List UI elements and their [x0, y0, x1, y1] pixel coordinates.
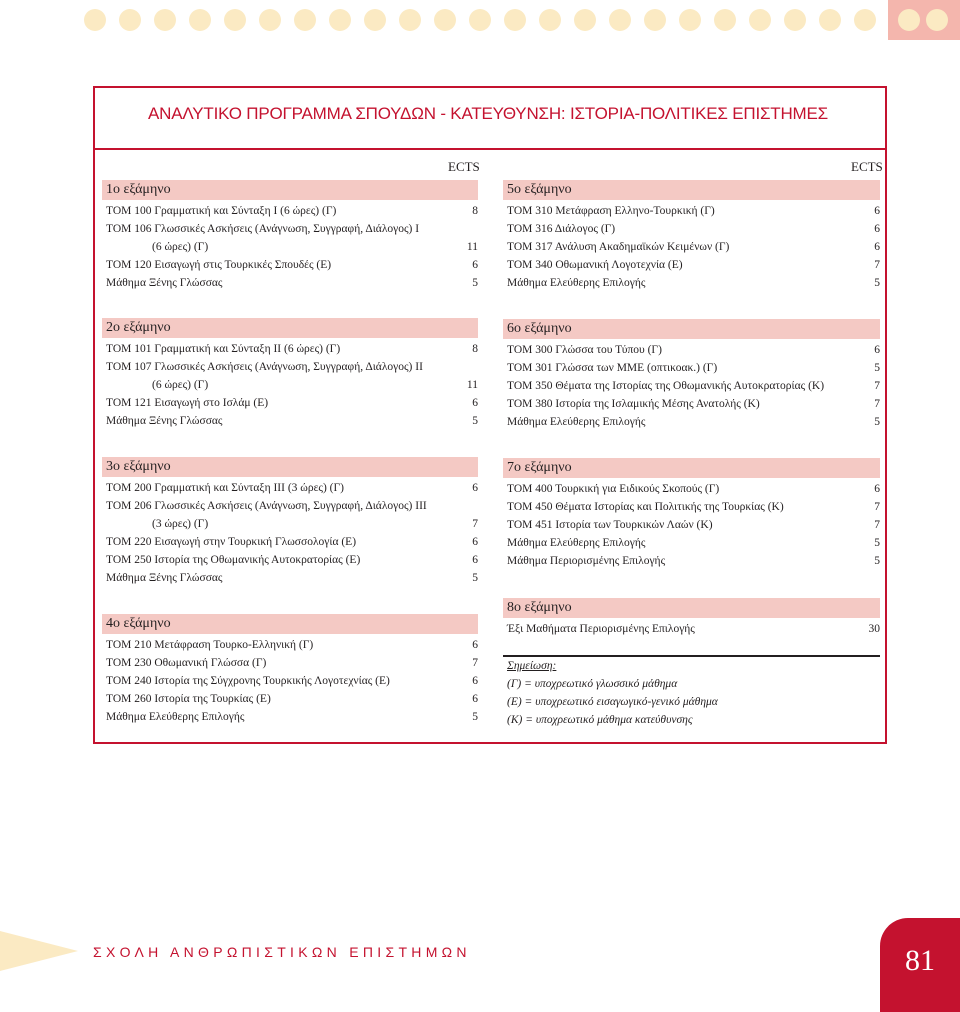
- course-ects: 7: [472, 657, 478, 669]
- semester-4: [102, 614, 478, 726]
- semester-2: [102, 318, 478, 430]
- course-ects: 6: [472, 675, 478, 687]
- course-row: [503, 256, 880, 274]
- course-name: ΤΟΜ 340 Οθωμανική Λογοτεχνία (Ε): [507, 259, 683, 271]
- course-row: [102, 202, 478, 220]
- dot-icon: [189, 9, 211, 31]
- dot-icon: [294, 9, 316, 31]
- course-row: [102, 636, 478, 654]
- semester-heading: 4ο εξάμηνο: [102, 614, 478, 634]
- course-row: [503, 274, 880, 292]
- dot-icon: [259, 9, 281, 31]
- course-ects: 5: [874, 416, 880, 428]
- course-row: [503, 220, 880, 238]
- course-name: ΤΟΜ 200 Γραμματική και Σύνταξη ΙΙΙ (3 ώρες) (Γ): [106, 482, 344, 494]
- course-row: [503, 377, 880, 395]
- course-row: [102, 376, 478, 394]
- course-ects: 11: [466, 379, 478, 391]
- course-ects: 6: [874, 205, 880, 217]
- dot-icon: [644, 9, 666, 31]
- dot-icon: [84, 9, 106, 31]
- dot-icon: [539, 9, 561, 31]
- course-ects: 7: [874, 501, 880, 513]
- course-name: ΤΟΜ 120 Εισαγωγή στις Τουρκικές Σπουδές (Ε): [106, 259, 332, 271]
- course-row: [503, 395, 880, 413]
- course-name: ΤΟΜ 310 Μετάφραση Ελληνο-Τουρκική (Γ): [507, 205, 715, 217]
- note-line: (Ε) = υποχρεωτικό εισαγωγικό-γενικό μάθημα: [507, 696, 718, 708]
- dot-icon: [609, 9, 631, 31]
- course-row: [503, 238, 880, 256]
- course-ects: 8: [472, 343, 478, 355]
- course-row: [503, 516, 880, 534]
- course-name: ΤΟΜ 206 Γλωσσικές Ασκήσεις (Ανάγνωση, Συγγραφή, Διάλογος) ΙΙΙ: [106, 500, 427, 512]
- dot-icon: [329, 9, 351, 31]
- course-row: [102, 238, 478, 256]
- course-name: (3 ώρες) (Γ): [152, 518, 209, 530]
- course-name: Έξι Μαθήματα Περιορισμένης Επιλογής: [507, 623, 695, 635]
- course-name: ΤΟΜ 107 Γλωσσικές Ασκήσεις (Ανάγνωση, Συγγραφή, Διάλογος) ΙΙ: [106, 361, 423, 373]
- decorative-dots: [84, 9, 874, 35]
- course-row: [102, 515, 478, 533]
- dot-icon: [898, 9, 920, 31]
- course-name: ΤΟΜ 240 Ιστορία της Σύγχρονης Τουρκικής Λογοτεχνίας (Ε): [106, 675, 390, 687]
- semester-heading: 1ο εξάμηνο: [102, 180, 478, 200]
- course-name: Μάθημα Ελεύθερης Επιλογής: [507, 416, 646, 428]
- course-ects: 6: [472, 397, 478, 409]
- course-ects: 5: [472, 415, 478, 427]
- page-number: 81: [905, 944, 935, 977]
- course-ects: 8: [472, 205, 478, 217]
- course-row: [102, 569, 478, 587]
- course-row: [102, 479, 478, 497]
- course-ects: 7: [874, 398, 880, 410]
- dot-icon: [574, 9, 596, 31]
- course-row: [503, 202, 880, 220]
- course-name: ΤΟΜ 317 Ανάλυση Ακαδημαϊκών Κειμένων (Γ): [507, 241, 730, 253]
- notes-heading: Σημείωση:: [507, 660, 557, 672]
- semester-6: [503, 319, 880, 431]
- course-ects: 6: [874, 223, 880, 235]
- course-name: ΤΟΜ 451 Ιστορία των Τουρκικών Λαών (Κ): [507, 519, 713, 531]
- course-name: Μάθημα Περιορισμένης Επιλογής: [507, 555, 666, 567]
- course-row: [102, 690, 478, 708]
- dot-icon: [224, 9, 246, 31]
- course-row: [102, 654, 478, 672]
- course-row: [102, 340, 478, 358]
- dot-icon: [154, 9, 176, 31]
- course-row: [102, 358, 478, 376]
- course-ects: [458, 358, 478, 376]
- course-name: Μάθημα Ξένης Γλώσσας: [106, 415, 223, 427]
- course-name: (6 ώρες) (Γ): [152, 241, 209, 253]
- course-ects: 7: [874, 519, 880, 531]
- course-ects: 6: [472, 554, 478, 566]
- course-name: ΤΟΜ 101 Γραμματική και Σύνταξη ΙΙ (6 ώρες) (Γ): [106, 343, 341, 355]
- title-divider: [93, 148, 887, 150]
- course-ects: 6: [472, 259, 478, 271]
- course-name: ΤΟΜ 316 Διάλογος (Γ): [507, 223, 616, 235]
- course-row: [503, 534, 880, 552]
- course-row: [503, 341, 880, 359]
- course-name: ΤΟΜ 220 Εισαγωγή στην Τουρκική Γλωσσολογία (Ε): [106, 536, 357, 548]
- course-row: [503, 413, 880, 431]
- ects-header-right: ECTS: [851, 159, 883, 174]
- dot-icon: [854, 9, 876, 31]
- semester-heading: 5ο εξάμηνο: [503, 180, 880, 200]
- course-name: ΤΟΜ 121 Εισαγωγή στο Ισλάμ (Ε): [106, 397, 269, 409]
- course-ects: 6: [472, 693, 478, 705]
- course-name: ΤΟΜ 450 Θέματα Ιστορίας και Πολιτικής της Τουρκίας (Κ): [507, 501, 784, 513]
- course-name: ΤΟΜ 230 Οθωμανική Γλώσσα (Γ): [106, 657, 267, 669]
- course-name: ΤΟΜ 350 Θέματα της Ιστορίας της Οθωμανικής Αυτοκρατορίας (Κ): [507, 380, 825, 392]
- course-row: [102, 497, 478, 515]
- dot-icon: [364, 9, 386, 31]
- course-row: [102, 274, 478, 292]
- course-ects: 5: [874, 277, 880, 289]
- course-ects: 6: [472, 482, 478, 494]
- semester-heading: 8ο εξάμηνο: [503, 598, 880, 618]
- course-row: [102, 256, 478, 274]
- course-name: (6 ώρες) (Γ): [152, 379, 209, 391]
- course-row: [102, 533, 478, 551]
- course-name: Μάθημα Ξένης Γλώσσας: [106, 572, 223, 584]
- course-ects: 11: [466, 241, 478, 253]
- course-name: Μάθημα Ξένης Γλώσσας: [106, 277, 223, 289]
- school-name: ΣΧΟΛΗ ΑΝΘΡΩΠΙΣΤΙΚΩΝ ΕΠΙΣΤΗΜΩΝ: [93, 944, 471, 960]
- dot-icon: [119, 9, 141, 31]
- course-ects: 5: [472, 572, 478, 584]
- course-row: [102, 394, 478, 412]
- course-row: [102, 672, 478, 690]
- course-ects: 7: [874, 259, 880, 271]
- course-ects: [458, 220, 478, 238]
- course-ects: 6: [472, 536, 478, 548]
- course-name: ΤΟΜ 380 Ιστορία της Ισλαμικής Μέσης Ανατολής (Κ): [507, 398, 760, 410]
- course-row: [503, 480, 880, 498]
- course-name: Μάθημα Ελεύθερης Επιλογής: [507, 277, 646, 289]
- course-ects: 6: [472, 639, 478, 651]
- semester-5: [503, 180, 880, 292]
- course-ects: 5: [472, 711, 478, 723]
- dot-icon: [714, 9, 736, 31]
- course-ects: 5: [874, 537, 880, 549]
- course-ects: 30: [868, 623, 880, 635]
- notes: [507, 657, 718, 729]
- course-ects: 6: [874, 344, 880, 356]
- course-row: [503, 498, 880, 516]
- course-row: [102, 551, 478, 569]
- ects-header-left: ECTS: [448, 159, 480, 174]
- course-row: [102, 220, 478, 238]
- course-name: ΤΟΜ 210 Μετάφραση Τουρκο-Ελληνική (Γ): [106, 639, 314, 651]
- course-name: ΤΟΜ 260 Ιστορία της Τουρκίας (Ε): [106, 693, 271, 705]
- course-ects: 5: [874, 362, 880, 374]
- course-ects: 7: [874, 380, 880, 392]
- course-ects: 6: [874, 241, 880, 253]
- dot-icon: [504, 9, 526, 31]
- dot-icon: [469, 9, 491, 31]
- note-line: (Κ) = υποχρεωτικό μάθημα κατεύθυνσης: [507, 714, 693, 726]
- course-name: Μάθημα Ελεύθερης Επιλογής: [106, 711, 245, 723]
- course-name: ΤΟΜ 250 Ιστορία της Οθωμανικής Αυτοκρατορίας (Ε): [106, 554, 361, 566]
- dot-icon: [399, 9, 421, 31]
- page-title: ΑΝΑΛΥΤΙΚΟ ΠΡΟΓΡΑΜΜΑ ΣΠΟΥΔΩΝ - ΚΑΤΕΥΘΥΝΣΗ: ΙΣΤΟΡΙΑ-ΠΟΛΙΤΙΚΕΣ ΕΠΙΣΤΗΜΕΣ: [148, 104, 828, 123]
- course-row: [503, 552, 880, 570]
- semester-1: [102, 180, 478, 292]
- semester-heading: 6ο εξάμηνο: [503, 319, 880, 339]
- course-name: ΤΟΜ 106 Γλωσσικές Ασκήσεις (Ανάγνωση, Συγγραφή, Διάλογος) Ι: [106, 223, 420, 235]
- dot-icon: [819, 9, 841, 31]
- course-ects: [458, 497, 478, 515]
- course-row: [503, 359, 880, 377]
- course-row: [102, 412, 478, 430]
- course-name: ΤΟΜ 400 Τουρκική για Ειδικούς Σκοπούς (Γ): [507, 483, 720, 495]
- dot-icon: [784, 9, 806, 31]
- course-name: ΤΟΜ 301 Γλώσσα των ΜΜΕ (οπτικοακ.) (Γ): [507, 362, 718, 374]
- semester-7: [503, 458, 880, 570]
- corner-tab: [888, 0, 960, 40]
- triangle-icon: [0, 931, 78, 971]
- dot-icon: [434, 9, 456, 31]
- course-ects: 5: [472, 277, 478, 289]
- dot-icon: [926, 9, 948, 31]
- course-ects: 6: [874, 483, 880, 495]
- dot-icon: [679, 9, 701, 31]
- course-row: [102, 708, 478, 726]
- semester-heading: 3ο εξάμηνο: [102, 457, 478, 477]
- semester-heading: 2ο εξάμηνο: [102, 318, 478, 338]
- note-line: (Γ) = υποχρεωτικό γλωσσικό μάθημα: [507, 678, 678, 690]
- course-name: Μάθημα Ελεύθερης Επιλογής: [507, 537, 646, 549]
- course-name: ΤΟΜ 100 Γραμματική και Σύνταξη Ι (6 ώρες) (Γ): [106, 205, 337, 217]
- semester-3: [102, 457, 478, 587]
- semester-8: [503, 598, 880, 638]
- course-ects: 5: [874, 555, 880, 567]
- course-name: ΤΟΜ 300 Γλώσσα του Τύπου (Γ): [507, 344, 662, 356]
- semester-heading: 7ο εξάμηνο: [503, 458, 880, 478]
- dot-icon: [749, 9, 771, 31]
- course-row: [503, 620, 880, 638]
- course-ects: 7: [472, 518, 478, 530]
